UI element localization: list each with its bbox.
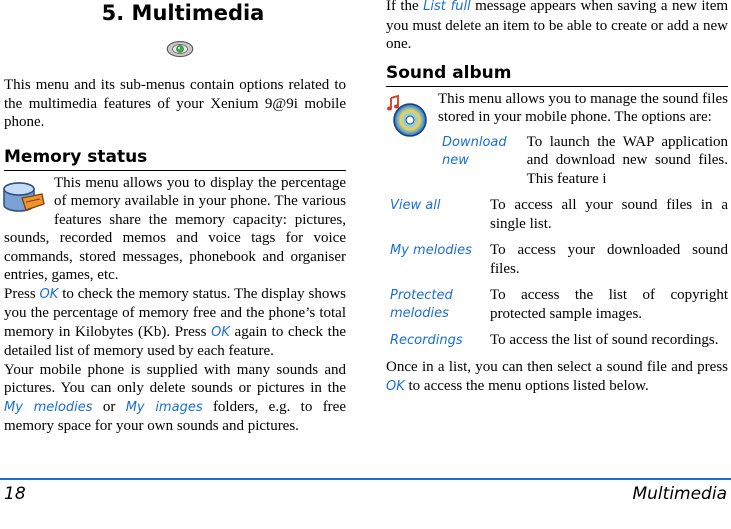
memory-status-section: [4, 174, 346, 436]
page-footer: [0, 478, 731, 529]
sound-album-outro: [386, 358, 728, 396]
my-melodies-link: My melodies: [4, 399, 93, 415]
press-text-a: to check the memory status. The display shows you the percentage of memory free and the phone’s total memory in Kilobytes (Kb). Press: [4, 285, 347, 340]
option-description: To access your downloaded sound files.: [490, 242, 728, 277]
supplied-text-b: folders, e.g. to free memory space for your own sounds and pictures.: [4, 398, 346, 434]
option-description: To access all your sound files in a single list.: [490, 197, 728, 232]
option-row: [438, 133, 728, 189]
sound-album-options: [386, 133, 728, 351]
supplied-text-a: Your mobile phone is supplied with many sounds and pictures. You can only delete sounds or pictures in the: [4, 361, 346, 396]
outro-text-b: to access the menu options listed below.: [408, 377, 649, 394]
footer-section-title: Multimedia: [632, 484, 727, 504]
sound-album-intro: [386, 90, 728, 127]
option-row: [386, 286, 728, 323]
my-images-link: My images: [125, 399, 203, 415]
ok-key-label-3: OK: [386, 378, 405, 394]
footer-divider: [0, 478, 731, 480]
sound-album-heading: Sound album: [386, 62, 728, 87]
option-recordings: Recordings: [390, 333, 463, 348]
outro-text-a: Once in a list, you can then select a sound file and press: [386, 359, 728, 375]
option-view-all: View all: [390, 198, 441, 213]
multimedia-eye-icon: [155, 36, 195, 62]
option-row: [386, 241, 728, 278]
sound-album-description: This menu allows you to manage the sound files stored in your mobile phone. The options are:: [438, 90, 728, 125]
option-description: To access the list of sound recordings.: [490, 332, 719, 348]
if-the-word: If the: [386, 0, 419, 14]
left-column: [4, 0, 346, 436]
memory-supplied-paragraph: [4, 361, 346, 436]
intro-paragraph: This menu and its sub-menus contain options related to the multimedia features of your Xenium 9@9i mobile phone.: [4, 77, 346, 130]
ok-key-label-2: OK: [211, 324, 230, 340]
option-description: To launch the WAP application and download new sound files. This feature i: [526, 133, 728, 187]
right-column: [386, 0, 728, 396]
chapter-title: 5. Multimedia: [101, 1, 265, 25]
list-full-text: message appears when saving a new item you must delete an item to be able to create or add a new one.: [386, 0, 729, 52]
option-my-melodies: My melodies: [390, 243, 472, 258]
press-text-b: again to check the detailed list of memory used by each feature.: [4, 323, 346, 359]
memory-status-heading: Memory status: [4, 146, 346, 171]
ok-key-label: OK: [39, 286, 59, 302]
press-word: Press: [4, 285, 36, 302]
list-full-paragraph: [386, 0, 728, 54]
memory-status-press-paragraph: [4, 285, 346, 361]
memory-disk-icon: [2, 180, 46, 216]
option-download-new: Download new: [442, 134, 507, 168]
option-row: [386, 331, 728, 350]
or-word: or: [102, 398, 116, 415]
list-full-label: List full: [423, 0, 471, 14]
option-row: [386, 196, 728, 233]
option-description: To access the list of copyright protected sample images.: [490, 287, 728, 322]
memory-status-description: This menu allows you to display the percentage of memory available in your phone. The various features share the memory capacity: pictures, sounds, recorded memos and voice tags for voice commands, stored messages, phonebook and organiser entries, games, etc.: [4, 174, 346, 283]
page-number: 18: [4, 484, 26, 504]
sound-album-cd-icon: [386, 94, 432, 138]
option-protected-melodies: Protected melodies: [390, 288, 453, 321]
